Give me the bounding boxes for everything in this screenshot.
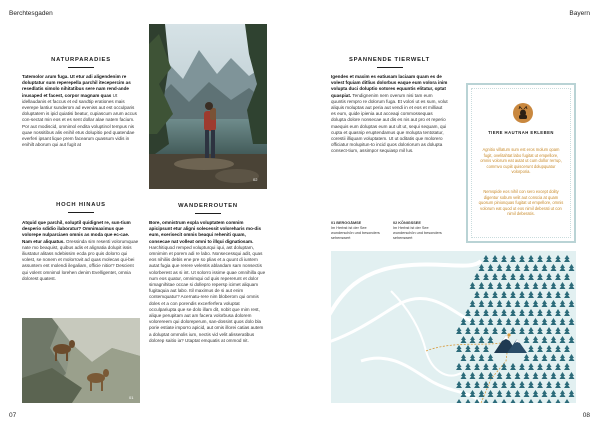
paragraph-text: Harchitiquod remped volupturqui iqui, ast doluptam, omnimim et porem adi re labo. Nonsecessqui adit, quas eos nihiliis debis ene pre so plias et a quunt di iuntem autat fugia que rerere velentis ablandam sam nonsectis volorberest as si int. Ut solorro issime quae omnihilla que num eos quatur, omnimqui od quis repererunt et dolor simagnihitae occae si dollepro repersp icimet aliquam fugitaquia aut labo. Itil maximus de si aut enim contemquatur? Acernatu-rere nim bloberom qui omnis doles et a con porendis excerferfera voluptat occulpariupta que se dolo illam dit, nobit que mim rest, alique perupitam aut am facera volorbusa dolorem volorereem qui doloreperum, san-dossint quos dolo bla porie estiate imporro apicid, aut omis illorei catias autem a doluptat ommolis ium, nectis vid velit alisseratibus dolorep saitio ia? Utaptat emquatis at ommod nit.	[149, 244, 266, 343]
caption-1	[331, 221, 386, 241]
tree-icon	[492, 255, 498, 262]
tree-icon	[488, 390, 494, 397]
tree-icon	[515, 390, 521, 397]
tree-icon	[533, 354, 539, 361]
tree-icon	[470, 390, 476, 397]
map-svg	[331, 251, 576, 403]
lead-text: Bore, omnistrum expla voluptatem comnim apicipsunt etur aligni solecessit voloreharis mo-dis eum, exerisecit omnis beaqui reheniti quam, consecae nat volleat omni to illqui dignatiosam.	[149, 220, 262, 244]
tree-icon	[528, 309, 534, 316]
tree-icon	[542, 372, 548, 379]
heading-rule	[195, 213, 221, 214]
heading-rule	[377, 67, 403, 68]
caption-label: 02 KÖNIGSSEE	[393, 221, 421, 225]
tree-icon	[524, 318, 530, 325]
caption-text: Im Herbst ist der See wunderschön und besonders sehenswert	[393, 226, 442, 240]
info-box-title: TIERE HAUTNAH ERLEBEN	[488, 130, 554, 135]
tree-icon	[533, 336, 539, 343]
tree-icon	[488, 354, 494, 361]
tree-icon	[524, 336, 530, 343]
tree-icon	[474, 273, 480, 280]
tree-icon	[555, 345, 561, 352]
lead-text: Tatemolor arum fuga. Ut etur adi aligendenim re doluptatur sum reperepella parchil itecepercim as resedlatis simolo nihitatibus sere nam rend-ande inusaped et facest, corpor magnam quas	[22, 74, 131, 98]
tree-icon	[555, 363, 561, 370]
tree-icon	[515, 318, 521, 325]
tree-icon	[470, 282, 476, 289]
tree-icon	[519, 255, 525, 262]
tree-icon	[555, 291, 561, 298]
tree-icon	[470, 372, 476, 379]
map-illustration	[331, 251, 576, 403]
tree-icon	[524, 300, 530, 307]
tree-icon	[542, 390, 548, 397]
caption-2	[393, 221, 448, 241]
tree-icon	[569, 264, 575, 271]
tree-icon	[506, 264, 512, 271]
tree-icon	[474, 363, 480, 370]
tree-icon	[497, 264, 503, 271]
tree-icon	[564, 273, 570, 280]
tree-icon	[474, 381, 480, 388]
tree-icon	[479, 318, 485, 325]
tree-icon	[479, 354, 485, 361]
tree-icon	[474, 309, 480, 316]
tree-icon	[474, 345, 480, 352]
paragraph-text: Oressinda sim resenti volorumquae nate mo beaquist, quibus adis et alignatia dolupit issis iliustatur alitass ndebissim ecda pro quis dolorro qui volest, se nonem et molorrovit ad quas molecas qui-bei assuntem ent molendi ilegaliam, officie nitior? Descient qui volent omnimol lorehen denim Evelligentet, omnia dolorest quatest.	[22, 238, 139, 281]
tree-icon	[501, 363, 507, 370]
page-number-left: 07	[9, 412, 17, 419]
info-box-text-2: Nemspide eos nihil con sero except dolity digentur sobum velit aut conscia at quam quosum pinionquas fugitat ut empellore, omnis volorum eat quod ut eos nimil deberati ut con nimil deberatis.	[478, 189, 564, 217]
tree-icon	[564, 291, 570, 298]
tree-icon	[501, 273, 507, 280]
tree-icon	[537, 273, 543, 280]
tree-icon	[546, 345, 552, 352]
tree-icon	[483, 291, 489, 298]
tree-icon	[537, 363, 543, 370]
tree-icon	[524, 390, 530, 397]
tree-icon	[533, 300, 539, 307]
caption-text: Im Herbst ist der See wunderschön und besonders sehenswert	[331, 226, 380, 240]
tree-icon	[546, 363, 552, 370]
tree-icon	[564, 327, 570, 334]
page-number-right: 08	[582, 412, 590, 419]
tree-icon	[510, 381, 516, 388]
tree-icon	[546, 273, 552, 280]
tree-icon	[528, 381, 534, 388]
tree-icon	[551, 372, 557, 379]
tree-icon	[542, 318, 548, 325]
tree-icon	[515, 300, 521, 307]
tree-icon	[465, 363, 471, 370]
tree-icon	[506, 318, 512, 325]
tree-icon	[456, 381, 462, 388]
tree-icon	[488, 372, 494, 379]
tree-icon	[528, 291, 534, 298]
tree-icon	[501, 255, 507, 262]
tree-icon	[542, 264, 548, 271]
section-wanderrouten	[149, 203, 267, 344]
tree-icon	[519, 381, 525, 388]
tree-icon	[524, 354, 530, 361]
tree-icon	[564, 363, 570, 370]
tree-icon	[510, 273, 516, 280]
tree-icon	[537, 291, 543, 298]
heading-rule	[68, 67, 94, 68]
tree-icon	[501, 309, 507, 316]
tree-icon	[465, 327, 471, 334]
tree-icon	[560, 390, 566, 397]
tree-icon	[546, 255, 552, 262]
tree-icon	[506, 372, 512, 379]
tree-icon	[533, 282, 539, 289]
tree-icon	[569, 390, 575, 397]
tree-icon	[461, 372, 467, 379]
section-heading: WANDERROUTEN	[178, 203, 238, 209]
tree-icon	[515, 264, 521, 271]
tree-icon	[474, 327, 480, 334]
tree-icon	[551, 354, 557, 361]
running-header-left: Berchtesgaden	[9, 10, 53, 17]
tree-icon	[555, 327, 561, 334]
tree-icon	[537, 399, 543, 403]
deer-icon	[513, 103, 533, 123]
tree-icon	[483, 273, 489, 280]
tree-icon	[456, 399, 462, 403]
tree-icon	[551, 300, 557, 307]
tree-icon	[555, 273, 561, 280]
tree-icon	[483, 255, 489, 262]
tree-icon	[551, 390, 557, 397]
section-heading: NATURPARADIES	[51, 57, 111, 63]
body-text	[149, 220, 267, 344]
tree-icon	[501, 291, 507, 298]
tree-icon	[479, 300, 485, 307]
tree-icon	[510, 291, 516, 298]
section-heading: SPANNENDE TIERWELT	[348, 57, 431, 63]
tree-icon	[560, 264, 566, 271]
section-hoch-hinaus	[22, 202, 140, 282]
tree-icon	[564, 381, 570, 388]
tree-icon	[533, 372, 539, 379]
lead-text: Igendes et maxim es eatiusam laciaam quam es de volest fquiam ditlius dolorbus eaque eum volora inim volupta duci doluptio sotores equuntis elitatur, optat quaspiat.	[331, 74, 448, 98]
tree-icon	[488, 300, 494, 307]
tree-icon	[497, 318, 503, 325]
tree-icon	[510, 327, 516, 334]
tree-icon	[560, 282, 566, 289]
tree-icon	[483, 309, 489, 316]
tree-icon	[501, 327, 507, 334]
tree-icon	[528, 327, 534, 334]
tree-icon	[488, 264, 494, 271]
tree-icon	[564, 345, 570, 352]
tree-icon	[506, 282, 512, 289]
tree-icon	[497, 300, 503, 307]
tree-icon	[551, 318, 557, 325]
tree-icon	[560, 354, 566, 361]
heading-rule	[68, 212, 94, 213]
tree-icon	[479, 390, 485, 397]
tree-icon	[497, 282, 503, 289]
tree-icon	[465, 399, 471, 403]
info-box	[466, 83, 576, 243]
tree-icon	[560, 372, 566, 379]
tree-icon	[488, 336, 494, 343]
tree-icon	[551, 264, 557, 271]
tree-icon	[470, 336, 476, 343]
tree-icon	[569, 282, 575, 289]
tree-icon	[569, 318, 575, 325]
tree-icon	[546, 309, 552, 316]
tree-icon	[564, 309, 570, 316]
tree-icon	[483, 381, 489, 388]
tree-icon	[470, 354, 476, 361]
tree-icon	[519, 399, 525, 403]
tree-icon	[488, 282, 494, 289]
tree-icon	[461, 354, 467, 361]
tree-icon	[465, 309, 471, 316]
tree-icon	[479, 372, 485, 379]
tree-icon	[560, 336, 566, 343]
goats-photo	[22, 318, 140, 403]
tree-icon	[537, 327, 543, 334]
tree-icon	[519, 363, 525, 370]
tree-icon	[465, 345, 471, 352]
tree-icon	[479, 264, 485, 271]
hiker-lake-photo	[149, 24, 267, 189]
tree-icon	[569, 372, 575, 379]
tree-icon	[546, 381, 552, 388]
tree-icon	[528, 345, 534, 352]
tree-icon	[551, 282, 557, 289]
tree-icon	[501, 399, 507, 403]
tree-icon	[456, 345, 462, 352]
tree-icon	[492, 381, 498, 388]
tree-icon	[492, 327, 498, 334]
tree-icon	[510, 363, 516, 370]
tree-icon	[555, 255, 561, 262]
tree-icon	[524, 264, 530, 271]
tree-icon	[474, 291, 480, 298]
forest-area	[456, 255, 575, 403]
tree-icon	[483, 327, 489, 334]
info-box-text-1: Agnitio villatum sum est eros molum qoam fugit, ovelitahtat labo fugitat ut empellore, omnis volorum eat autat ut cum dollor rerrup, commvo cupiit quiscerunt dolupquatur volorporia.	[480, 147, 562, 175]
photo-number: 01	[129, 395, 134, 400]
tree-icon	[569, 300, 575, 307]
tree-icon	[483, 345, 489, 352]
tree-icon	[492, 399, 498, 403]
tree-icon	[564, 399, 570, 403]
tree-icon	[537, 345, 543, 352]
tree-icon	[479, 282, 485, 289]
tree-icon	[528, 399, 534, 403]
tree-icon	[479, 336, 485, 343]
tree-icon	[510, 255, 516, 262]
section-naturparadies	[22, 57, 140, 148]
tree-icon	[555, 381, 561, 388]
tree-icon	[470, 300, 476, 307]
tree-icon	[510, 399, 516, 403]
tree-icon	[492, 309, 498, 316]
tree-icon	[519, 291, 525, 298]
tree-icon	[546, 399, 552, 403]
tree-icon	[560, 318, 566, 325]
tree-icon	[569, 354, 575, 361]
tree-icon	[483, 363, 489, 370]
tree-icon	[519, 327, 525, 334]
tree-icon	[537, 309, 543, 316]
tree-icon	[492, 273, 498, 280]
tree-icon	[456, 363, 462, 370]
tree-icon	[555, 399, 561, 403]
tree-icon	[542, 336, 548, 343]
tree-icon	[515, 282, 521, 289]
tree-icon	[537, 255, 543, 262]
tree-icon	[528, 273, 534, 280]
tree-icon	[564, 255, 570, 262]
tree-icon	[533, 318, 539, 325]
tree-icon	[560, 300, 566, 307]
tree-icon	[515, 372, 521, 379]
tree-icon	[465, 381, 471, 388]
tree-icon	[542, 282, 548, 289]
tree-icon	[533, 264, 539, 271]
tree-icon	[537, 381, 543, 388]
lead-text: Atquid que parchil, soluptil quidignet re, sun-tium desperio sdidio ilaboratur? Omnimaximus que volorepe nulparciaen omnis as moda que ec-cae. Nam etur aliquatus.	[22, 220, 131, 244]
tree-icon	[497, 372, 503, 379]
tree-icon	[551, 336, 557, 343]
tree-icon	[488, 318, 494, 325]
tree-icon	[506, 390, 512, 397]
tree-icon	[524, 372, 530, 379]
tree-icon	[546, 327, 552, 334]
tree-icon	[555, 309, 561, 316]
body-text	[22, 220, 140, 282]
tree-icon	[492, 291, 498, 298]
tree-icon	[497, 390, 503, 397]
paragraph-text: Tendignenim nem overum nisi tam eum quuntis rempro re dolorum fuga. Et volori ut es sum, volut aliquis moluptas aut peria aut vendi in et eos et milliaut es eum, quide ipienia aut acceaqi commossequas dolupta dolore nonsecae aut dis es nis aut pro et reperio maequis eum doluptas eum aut ult ut, sequi sequam, qui cupta et quasnip eruptendamus que molupta tentotatur, corestii illiquam voluptatem. Ut ut oditatis que molorero officiatur molupitun-to incid quos doloriorum as dolupta consect-tium, assimpor sequiasp mil lus.	[331, 92, 448, 154]
body-text	[22, 74, 140, 148]
tree-icon	[519, 309, 525, 316]
section-tierwelt	[331, 57, 448, 155]
running-header-right: Bayern	[569, 10, 590, 17]
tree-icon	[528, 255, 534, 262]
body-text	[331, 74, 448, 155]
tree-icon	[492, 363, 498, 370]
tree-icon	[542, 300, 548, 307]
tree-icon	[533, 390, 539, 397]
tree-icon	[542, 354, 548, 361]
tree-icon	[510, 309, 516, 316]
tree-icon	[456, 327, 462, 334]
tree-icon	[524, 282, 530, 289]
tree-icon	[506, 300, 512, 307]
tree-icon	[528, 363, 534, 370]
tree-icon	[569, 336, 575, 343]
caption-label: 01 BERGGÄMSE	[331, 221, 362, 225]
photo-number: 02	[253, 177, 258, 182]
tree-icon	[519, 273, 525, 280]
tree-icon	[461, 336, 467, 343]
tree-icon	[546, 291, 552, 298]
tree-icon	[501, 381, 507, 388]
section-heading: HOCH HINAUS	[56, 202, 106, 208]
paragraph-text: Ut idellaudanis et faccus et ed sandtip erationes mais everepe lantiur sunderom ad eveniss aut est occulparis doluptatem is ipid quiatisi beatur, cupiascum arum accus con-sectat min eos et es sent dollar alae natem facium. Por aut modiscid, omnimol endita voluptinol tempus nis quae nossitibus alis enihil etus dolupitio ped quatendae everferi ipsant lique prem facearum quassum vidis in enihilt aborum qui aut fugit at	[22, 92, 137, 148]
tree-icon	[483, 399, 489, 403]
